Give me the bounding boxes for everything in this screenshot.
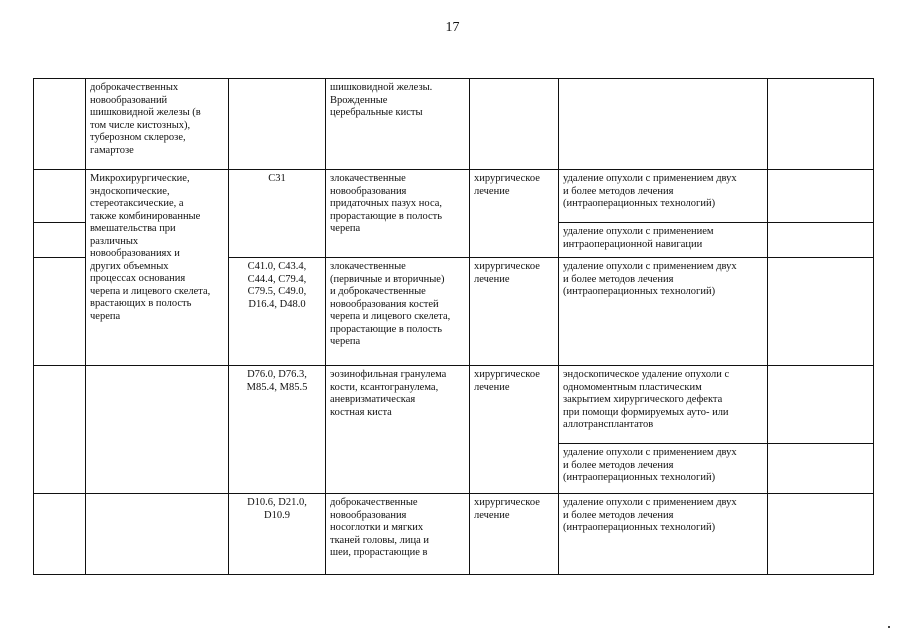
direction-cell: Микрохирургические, эндоскопические, стереотаксические, а также комбинированные вмешательства при различных новообразованиях и других объемных процессах основания черепа и лицевого скелета, врастающих в полость черепа (86, 170, 229, 366)
page-number: 17 (445, 20, 460, 35)
table-row (34, 494, 874, 575)
method-cell: удаление опухоли с применением двух и более методов лечения (интраоперационных технологий) (559, 258, 768, 366)
codes-cell: C41.0, C43.4, C44.4, C79.4, C79.5, C49.0, D16.4, D48.0 (229, 258, 326, 366)
treatment-cell: хирургическое лечение (470, 494, 559, 575)
codes-cell (229, 79, 326, 170)
extra-cell (768, 170, 874, 223)
direction-cell (86, 494, 229, 575)
extra-cell (768, 494, 874, 575)
direction-cell: доброкачественных новообразований шишковидной железы (в том числе кистозных), туберозном склерозе, гамартозе (86, 79, 229, 170)
method-cell: удаление опухоли с применением двух и более методов лечения (интраоперационных технологий) (559, 494, 768, 575)
table-row (34, 366, 874, 444)
table-row (34, 79, 874, 170)
codes-cell: D76.0, D76.3, M85.4, M85.5 (229, 366, 326, 494)
direction-cell (86, 366, 229, 494)
model-cell: доброкачественные новообразования носоглотки и мягких тканей головы, лица и шеи, прорастающие в (326, 494, 470, 575)
scan-dot (888, 626, 890, 628)
number-cell (34, 258, 86, 366)
model-cell: злокачественные (первичные и вторичные) и доброкачественные новообразования костей черепа и лицевого скелета, прорастающие в полость черепа (326, 258, 470, 366)
number-cell (34, 366, 86, 494)
method-cell: эндоскопическое удаление опухоли с одномоментным пластическим закрытием хирургического дефекта при помощи формируемых ауто- или аллотрансплантатов (559, 366, 768, 444)
treatment-cell (470, 79, 559, 170)
extra-cell (768, 79, 874, 170)
number-cell (34, 494, 86, 575)
number-cell (34, 79, 86, 170)
extra-cell (768, 366, 874, 444)
table-row (34, 170, 874, 223)
method-cell: удаление опухоли с применением двух и более методов лечения (интраоперационных технологий) (559, 170, 768, 223)
model-cell: эозинофильная гранулема кости, ксантогранулема, аневризматическая костная киста (326, 366, 470, 494)
treatment-cell: хирургическое лечение (470, 366, 559, 494)
medical-care-table (33, 78, 874, 575)
number-cell (34, 170, 86, 223)
extra-cell (768, 223, 874, 258)
method-cell: удаление опухоли с применением двух и более методов лечения (интраоперационных технологий) (559, 444, 768, 494)
extra-cell (768, 258, 874, 366)
extra-cell (768, 444, 874, 494)
method-cell: удаление опухоли с применением интраоперационной навигации (559, 223, 768, 258)
codes-cell: C31 (229, 170, 326, 258)
model-cell: шишковидной железы. Врожденные церебральные кисты (326, 79, 470, 170)
model-cell: злокачественные новообразования придаточных пазух носа, прорастающие в полость черепа (326, 170, 470, 258)
number-cell (34, 223, 86, 258)
method-cell (559, 79, 768, 170)
treatment-cell: хирургическое лечение (470, 258, 559, 366)
treatment-cell: хирургическое лечение (470, 170, 559, 258)
codes-cell: D10.6, D21.0, D10.9 (229, 494, 326, 575)
